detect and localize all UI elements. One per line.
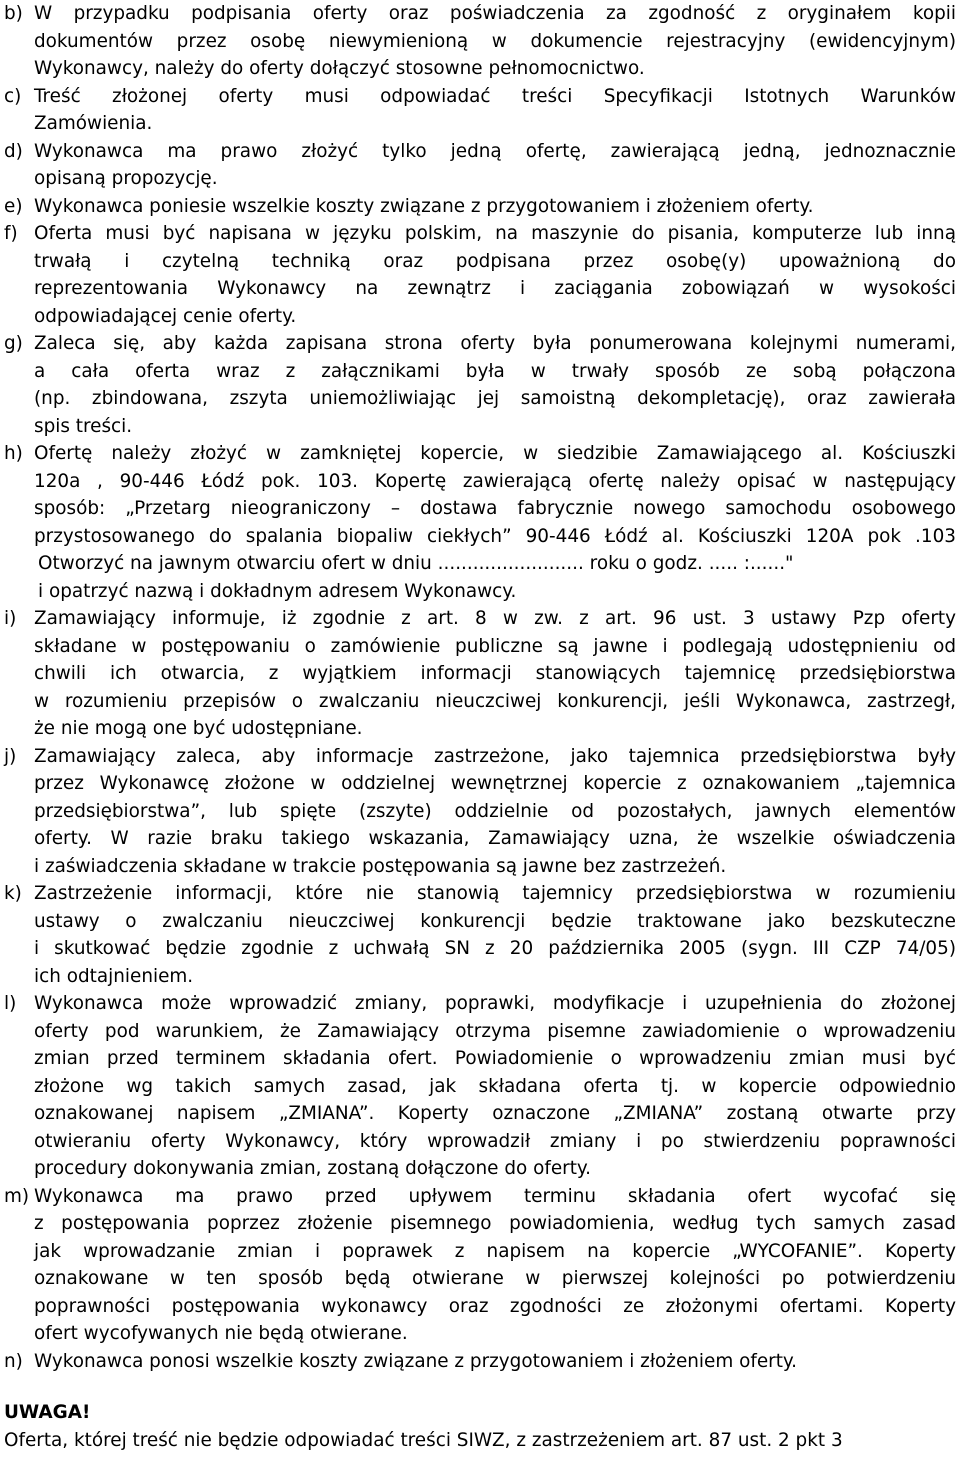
text-line: Zastrzeżenie informacji, które nie stanowią tajemnicy przedsiębiorstwa w rozumieniu	[34, 883, 956, 904]
text-line: Otworzyć na jawnym otwarciu ofert w dniu ......................... roku o godz. ..... :......"	[38, 553, 794, 574]
list-item-label: h)	[4, 443, 23, 464]
text-line: opisaną propozycję.	[34, 168, 218, 189]
text-line: Zamawiający informuje, iż zgodnie z art. 8 w zw. z art. 96 ust. 3 ustawy Pzp oferty	[34, 608, 956, 629]
list-item-label: j)	[4, 745, 17, 767]
text-line: Wykonawca poniesie wszelkie koszty związane z przygotowaniem i złożeniem oferty.	[34, 195, 814, 217]
list-item	[4, 1348, 956, 1376]
list-item	[4, 605, 956, 743]
text-line: Zamówienia.	[34, 113, 153, 134]
text-line: procedury dokonywania zmian, zostaną dołączone do oferty.	[34, 1158, 592, 1179]
list-item-text	[34, 880, 956, 990]
text-line: ustawy o zwalczaniu nieuczciwej konkurencji będzie traktowane jako bezskuteczne	[34, 910, 956, 932]
list-item	[4, 330, 956, 440]
text-line: Oferta musi być napisana w języku polskim, na maszynie do pisania, komputerze lub inną	[34, 223, 956, 244]
list-item	[4, 440, 956, 605]
list-item	[4, 0, 956, 83]
list-item	[4, 743, 956, 881]
list-item-text	[34, 138, 956, 193]
list-item	[4, 83, 956, 138]
list-item-label: b)	[4, 3, 23, 24]
list-item-label: d)	[4, 140, 23, 162]
list-item-text	[34, 440, 956, 605]
text-line: poprawności postępowania wykonawcy oraz zgodności ze złożonymi ofertami. Koperty	[34, 1295, 956, 1317]
text-line: oznakowanej napisem „ZMIANA”. Koperty oznaczone „ZMIANA” zostaną otwarte przy	[34, 1103, 956, 1124]
text-line: zmian przed terminem składania ofert. Powiadomienie o wprowadzeniu zmian musi być	[34, 1048, 956, 1069]
text-line: odpowiadającej cenie oferty.	[34, 305, 297, 327]
text-line: reprezentowania Wykonawcy na zewnątrz i zaciągania zobowiązań w wysokości	[34, 278, 956, 299]
text-line: Wykonawca może wprowadzić zmiany, poprawki, modyfikacje i uzupełnienia do złożonej	[34, 993, 956, 1014]
list-item-text	[34, 220, 956, 330]
list-item	[4, 990, 956, 1183]
text-line: Ofertę należy złożyć w zamkniętej kopercie, w siedzibie Zamawiającego al. Kościuszki	[34, 443, 956, 464]
list-item-label: e)	[4, 195, 23, 217]
text-line: z postępowania poprzez złożenie pisemnego powiadomienia, według tych samych zasad	[34, 1213, 956, 1234]
text-line: i zaświadczenia składane w trakcie postępowania są jawne bez zastrzeżeń.	[34, 855, 727, 877]
text-line: oznakowane w ten sposób będą otwierane w pierwszej kolejności po potwierdzeniu	[34, 1268, 956, 1289]
list-item-label: g)	[4, 333, 23, 354]
list-item-text	[34, 193, 956, 221]
text-line: w rozumieniu przepisów o zwalczaniu nieuczciwej konkurencji, jeśli Wykonawca, zastrzegł,	[34, 690, 956, 712]
text-line: Wykonawcy, należy do oferty dołączyć stosowne pełnomocnictwo.	[34, 58, 645, 79]
text-line: że nie mogą one być udostępniane.	[34, 718, 363, 739]
list-item-text	[34, 605, 956, 743]
list-item-label: c)	[4, 85, 22, 107]
list-item	[4, 880, 956, 990]
text-line: trwałą i czytelną techniką oraz podpisana przez osobę(y) upoważnioną do	[34, 250, 956, 272]
text-line: i skutkować będzie zgodnie z uchwałą SN z 20 października 2005 (sygn. III CZP 74/05)	[34, 938, 956, 959]
list-item-label: f)	[4, 223, 18, 244]
text-line: oferty pod warunkiem, że Zamawiający otrzyma pisemne zawiadomienie o wprowadzeniu	[34, 1020, 956, 1042]
text-line: przystosowanego do spalania biopaliw ciekłych” 90-446 Łódź al. Kościuszki 120A pok .103	[34, 525, 956, 547]
text-line: 120a , 90-446 Łódź pok. 103. Kopertę zawierającą ofertę należy opisać w następujący	[34, 470, 956, 492]
text-line: Zaleca się, aby każda zapisana strona oferty była ponumerowana kolejnymi numerami,	[34, 333, 956, 354]
text-line: sposób: „Przetarg nieograniczony – dostawa fabrycznie nowego samochodu osobowego	[34, 498, 956, 519]
text-line: W przypadku podpisania oferty oraz poświadczenia za zgodność z oryginałem kopii	[34, 3, 956, 24]
list-item-label: m)	[4, 1185, 30, 1207]
list-item-text	[34, 330, 956, 440]
list-item-text	[34, 743, 956, 881]
list-item-text	[34, 1348, 956, 1376]
text-line: a cała oferta wraz z załącznikami była w trwały sposób ze sobą połączona	[34, 360, 956, 382]
list-item-label: l)	[4, 993, 17, 1014]
list-item-text	[34, 1183, 956, 1348]
text-line: jak wprowadzanie zmian i poprawek z napisem na kopercie „WYCOFANIE”. Koperty	[34, 1240, 956, 1262]
text-line: chwili ich otwarcia, z wyjątkiem informacji stanowiących tajemnicę przedsiębiorstwa	[34, 663, 956, 684]
text-line: złożone wg takich samych zasad, jak składana oferta tj. w kopercie odpowiednio	[34, 1075, 956, 1097]
text-line: otwieraniu oferty Wykonawcy, który wprowadził zmiany i po stwierdzeniu poprawności	[34, 1130, 956, 1152]
text-line: przez Wykonawcę złożone w oddzielnej wewnętrznej kopercie z oznakowaniem „tajemnica	[34, 773, 956, 794]
text-line: i opatrzyć nazwą i dokładnym adresem Wykonawcy.	[38, 580, 517, 602]
list-item-text	[34, 990, 956, 1183]
text-line: oferty. W razie braku takiego wskazania, Zamawiający uzna, że wszelkie oświadczenia	[34, 828, 956, 849]
text-line: ofert wycofywanych nie będą otwierane.	[34, 1323, 408, 1344]
list-item-label: k)	[4, 883, 22, 904]
document-page	[4, 0, 956, 1454]
text-line: Treść złożonej oferty musi odpowiadać treści Specyfikacji Istotnych Warunków	[34, 85, 956, 107]
text-line: (np. zbindowana, zszyta uniemożliwiając jej samoistną dekompletację), oraz zawierała	[34, 388, 956, 409]
list-item	[4, 138, 956, 193]
text-line: dokumentów przez osobę niewymienioną w dokumencie rejestracyjny (ewidencyjnym)	[34, 30, 956, 52]
list-item	[4, 193, 956, 221]
list-item-label: i)	[4, 608, 17, 629]
terms-list	[4, 0, 956, 1375]
warning-heading: UWAGA!	[4, 1402, 91, 1423]
text-line: przedsiębiorstwa”, lub spięte (zszyte) oddzielnie od pozostałych, jawnych elementów	[34, 800, 956, 822]
list-item-text	[34, 83, 956, 138]
text-line: ich odtajnieniem.	[34, 965, 194, 987]
text-line: spis treści.	[34, 415, 133, 437]
text-line: Wykonawca ma prawo złożyć tylko jedną ofertę, zawierającą jedną, jednoznacznie	[34, 140, 956, 162]
list-item-text	[34, 0, 956, 83]
list-item-label: n)	[4, 1350, 23, 1372]
text-line: Zamawiający zaleca, aby informacje zastrzeżone, jako tajemnica przedsiębiorstwa były	[34, 745, 956, 767]
text-line: składane w postępowaniu o zamówienie publiczne są jawne i podlegają udostępnieniu od	[34, 635, 956, 657]
text-line: Wykonawca ponosi wszelkie koszty związane z przygotowaniem i złożeniem oferty.	[34, 1350, 798, 1372]
list-item	[4, 220, 956, 330]
text-line: Wykonawca ma prawo przed upływem terminu składania ofert wycofać się	[34, 1185, 956, 1207]
list-item	[4, 1183, 956, 1348]
warning-text: Oferta, której treść nie będzie odpowiadać treści SIWZ, z zastrzeżeniem art. 87 ust. 2 pkt 3	[4, 1429, 843, 1451]
